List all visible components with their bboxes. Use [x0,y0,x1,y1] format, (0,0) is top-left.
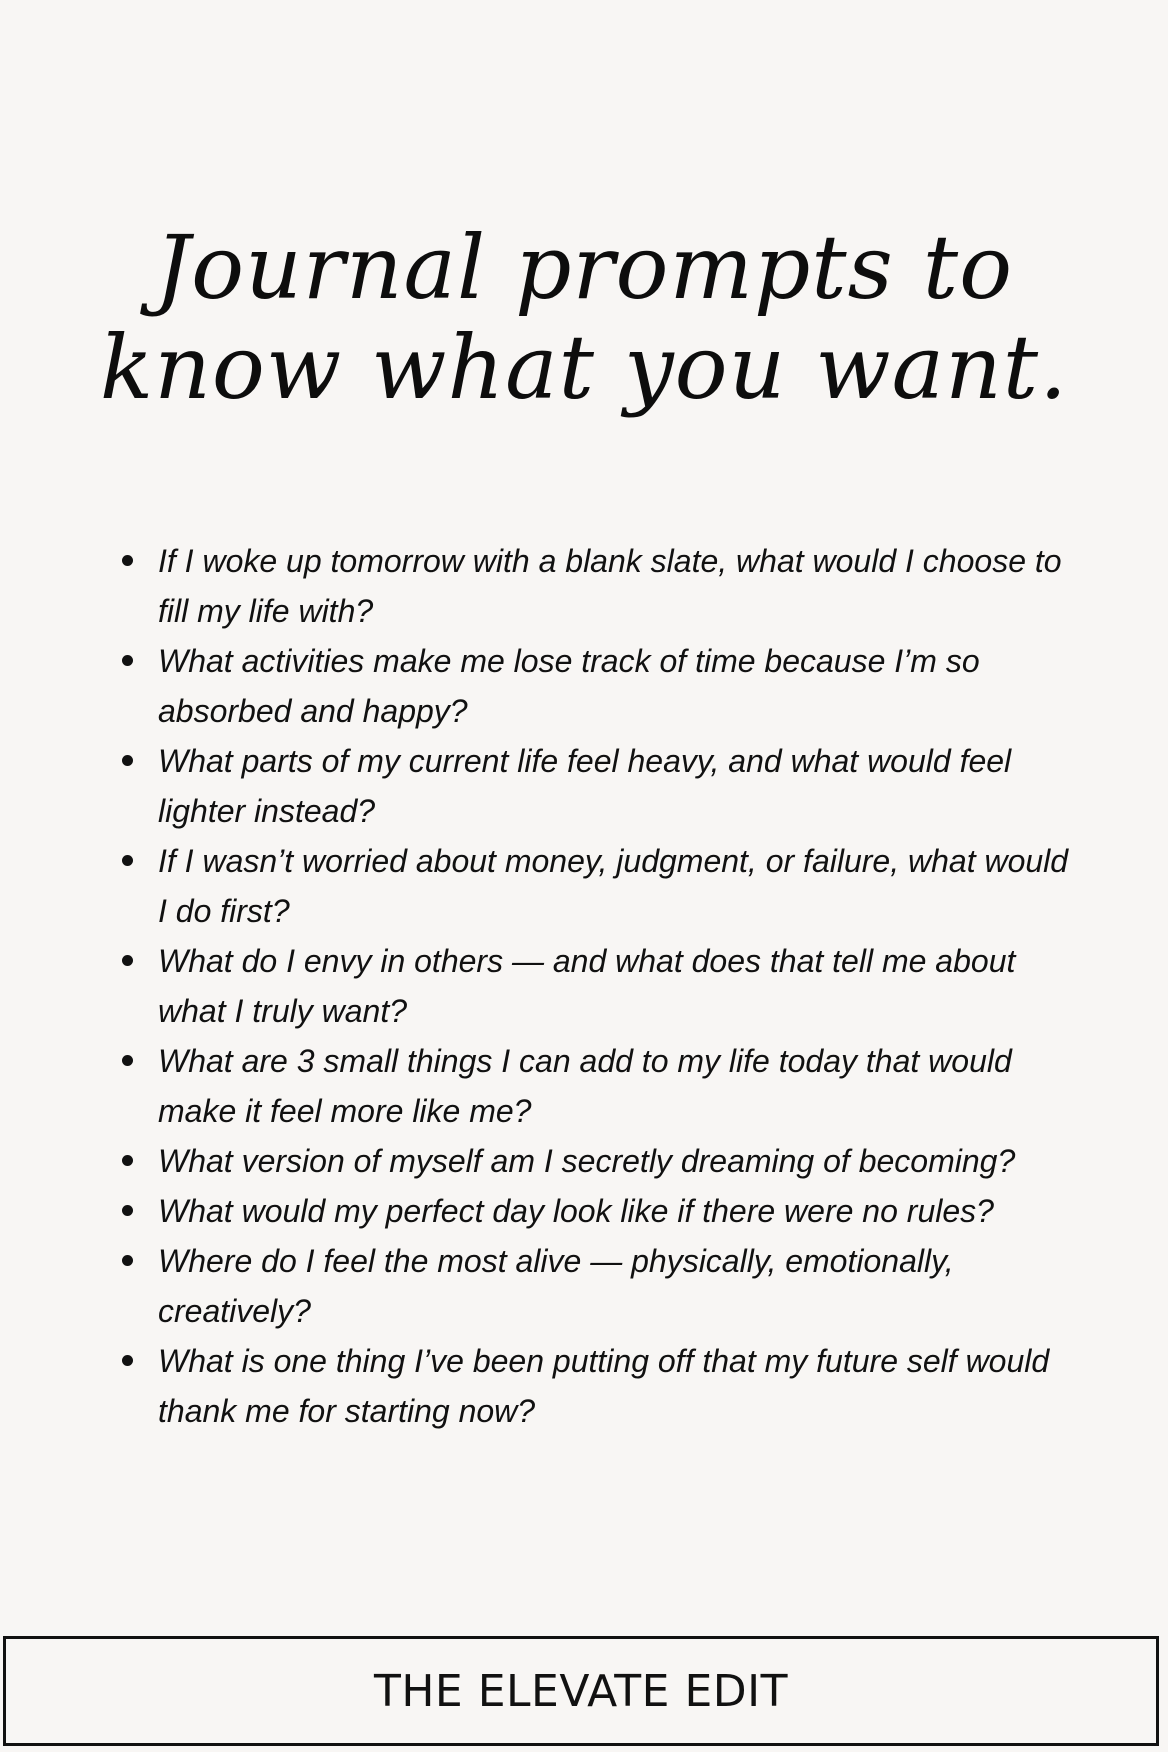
prompt-text: What activities make me lose track of time because I’m so absorbed and happy? [158,643,980,729]
prompt-item [116,1236,1076,1336]
page-title [0,218,1168,418]
bullet-icon [122,1255,133,1266]
prompt-list [116,536,1076,1436]
prompt-item [116,536,1076,636]
prompt-item [116,1136,1076,1186]
bullet-icon [122,1205,133,1216]
bullet-icon [122,855,133,866]
prompt-item [116,636,1076,736]
prompt-text: If I wasn’t worried about money, judgment, or failure, what would I do first? [158,843,1069,929]
bullet-icon [122,1055,133,1066]
bullet-icon [122,755,133,766]
prompt-item [116,1336,1076,1436]
footer-banner [3,1636,1159,1746]
prompt-item [116,736,1076,836]
prompt-text: What parts of my current life feel heavy, and what would feel lighter instead? [158,743,1012,829]
bullet-icon [122,555,133,566]
prompt-text: Where do I feel the most alive — physically, emotionally, creatively? [158,1243,954,1329]
prompt-text: What would my perfect day look like if there were no rules? [158,1193,994,1229]
prompt-item [116,836,1076,936]
brand-name: THE ELEVATE EDIT [373,1665,789,1717]
bullet-icon [122,655,133,666]
prompt-text: What do I envy in others — and what does that tell me about what I truly want? [158,943,1016,1029]
prompt-item [116,936,1076,1036]
prompt-item [116,1036,1076,1136]
prompt-text: What is one thing I’ve been putting off that my future self would thank me for starting now? [158,1343,1050,1429]
title-line-2: know what you want. [99,316,1069,419]
bullet-icon [122,1155,133,1166]
bullet-icon [122,1355,133,1366]
prompt-text: What version of myself am I secretly dreaming of becoming? [158,1143,1016,1179]
title-line-1: Journal prompts to [154,216,1014,319]
prompt-item [116,1186,1076,1236]
prompt-text: If I woke up tomorrow with a blank slate, what would I choose to fill my life with? [158,543,1062,629]
bullet-icon [122,955,133,966]
prompt-text: What are 3 small things I can add to my life today that would make it feel more like me? [158,1043,1012,1129]
